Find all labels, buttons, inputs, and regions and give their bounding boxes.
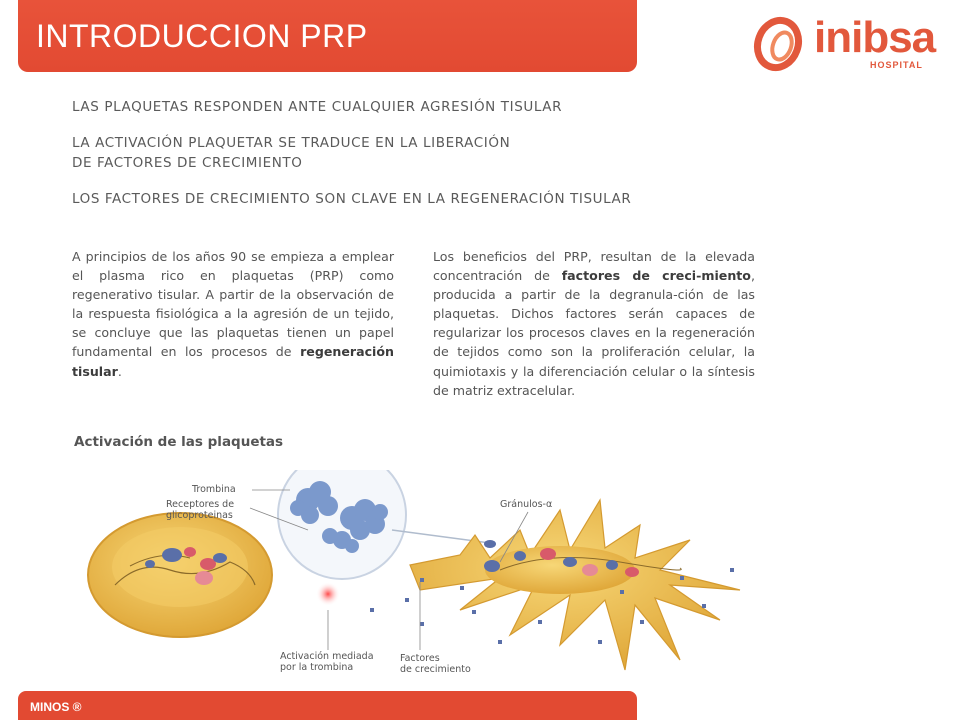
heading-3: LOS FACTORES DE CRECIMIENTO SON CLAVE EN LA REGENERACIÓN TISULAR bbox=[72, 191, 632, 207]
title-bar bbox=[18, 0, 637, 72]
figure-title: Activación de las plaquetas bbox=[74, 434, 284, 450]
label-factores-1: Factores bbox=[400, 653, 440, 664]
right-paragraph-text1: Los beneficios del PRP, resultan de la elevada concentración de bbox=[433, 249, 755, 284]
label-activacion-1: Activación mediada bbox=[280, 651, 374, 662]
footer-text: MINOS ® bbox=[30, 700, 82, 714]
heading-2a: LA ACTIVACIÓN PLAQUETAR SE TRADUCE EN LA LIBERACIÓN bbox=[72, 135, 511, 151]
logo-subtitle: HOSPITAL bbox=[870, 60, 923, 70]
label-factores-2: de crecimiento bbox=[400, 664, 471, 675]
label-receptores-2: glicoproteinas bbox=[166, 510, 233, 521]
inibsa-logo bbox=[752, 14, 942, 74]
heading-1: LAS PLAQUETAS RESPONDEN ANTE CUALQUIER AGRESIÓN TISULAR bbox=[72, 99, 563, 115]
heading-2b: DE FACTORES DE CRECIMIENTO bbox=[72, 155, 303, 171]
left-paragraph-end: . bbox=[117, 363, 122, 379]
label-granulos: Gránulos-α bbox=[500, 499, 553, 510]
activated-platelet bbox=[410, 500, 740, 670]
logo-brand: inibsa bbox=[814, 13, 936, 62]
footer-bar bbox=[18, 691, 637, 720]
left-paragraph bbox=[72, 247, 394, 381]
thrombin-bubble bbox=[278, 470, 406, 579]
page-title: INTRODUCCION PRP bbox=[36, 18, 368, 54]
platelet-activation-figure bbox=[80, 470, 770, 680]
logo-swirl-icon bbox=[752, 14, 816, 74]
label-activacion-2: por la trombina bbox=[280, 662, 354, 673]
label-receptores-1: Receptores de bbox=[166, 499, 235, 510]
right-paragraph bbox=[433, 247, 755, 400]
resting-platelet bbox=[88, 513, 272, 637]
left-paragraph-text: A principios de los años 90 se empieza a emplear el plasma rico en plaquetas (PRP) como regenerativo tisular. A partir de la observación de la respuesta fisiológica a la agresión de un tejido, se concluye que las plaquetas tienen un papel fundamental en los procesos de bbox=[72, 249, 394, 360]
right-paragraph-text2: , producida a partir de la degranula-ción de las plaquetas. Dichos factores serán capaces de regularizar los procesos claves en la regeneración de tejidos como son la proliferación celular, la quimiotaxis y la diferenciación celular o la síntesis de matriz extracelular. bbox=[433, 268, 755, 398]
left-paragraph-bold: regeneración tisular bbox=[72, 344, 394, 379]
right-paragraph-bold: factores de creci-miento bbox=[561, 268, 751, 284]
activation-glow bbox=[316, 582, 340, 606]
label-trombina: Trombina bbox=[192, 484, 236, 495]
